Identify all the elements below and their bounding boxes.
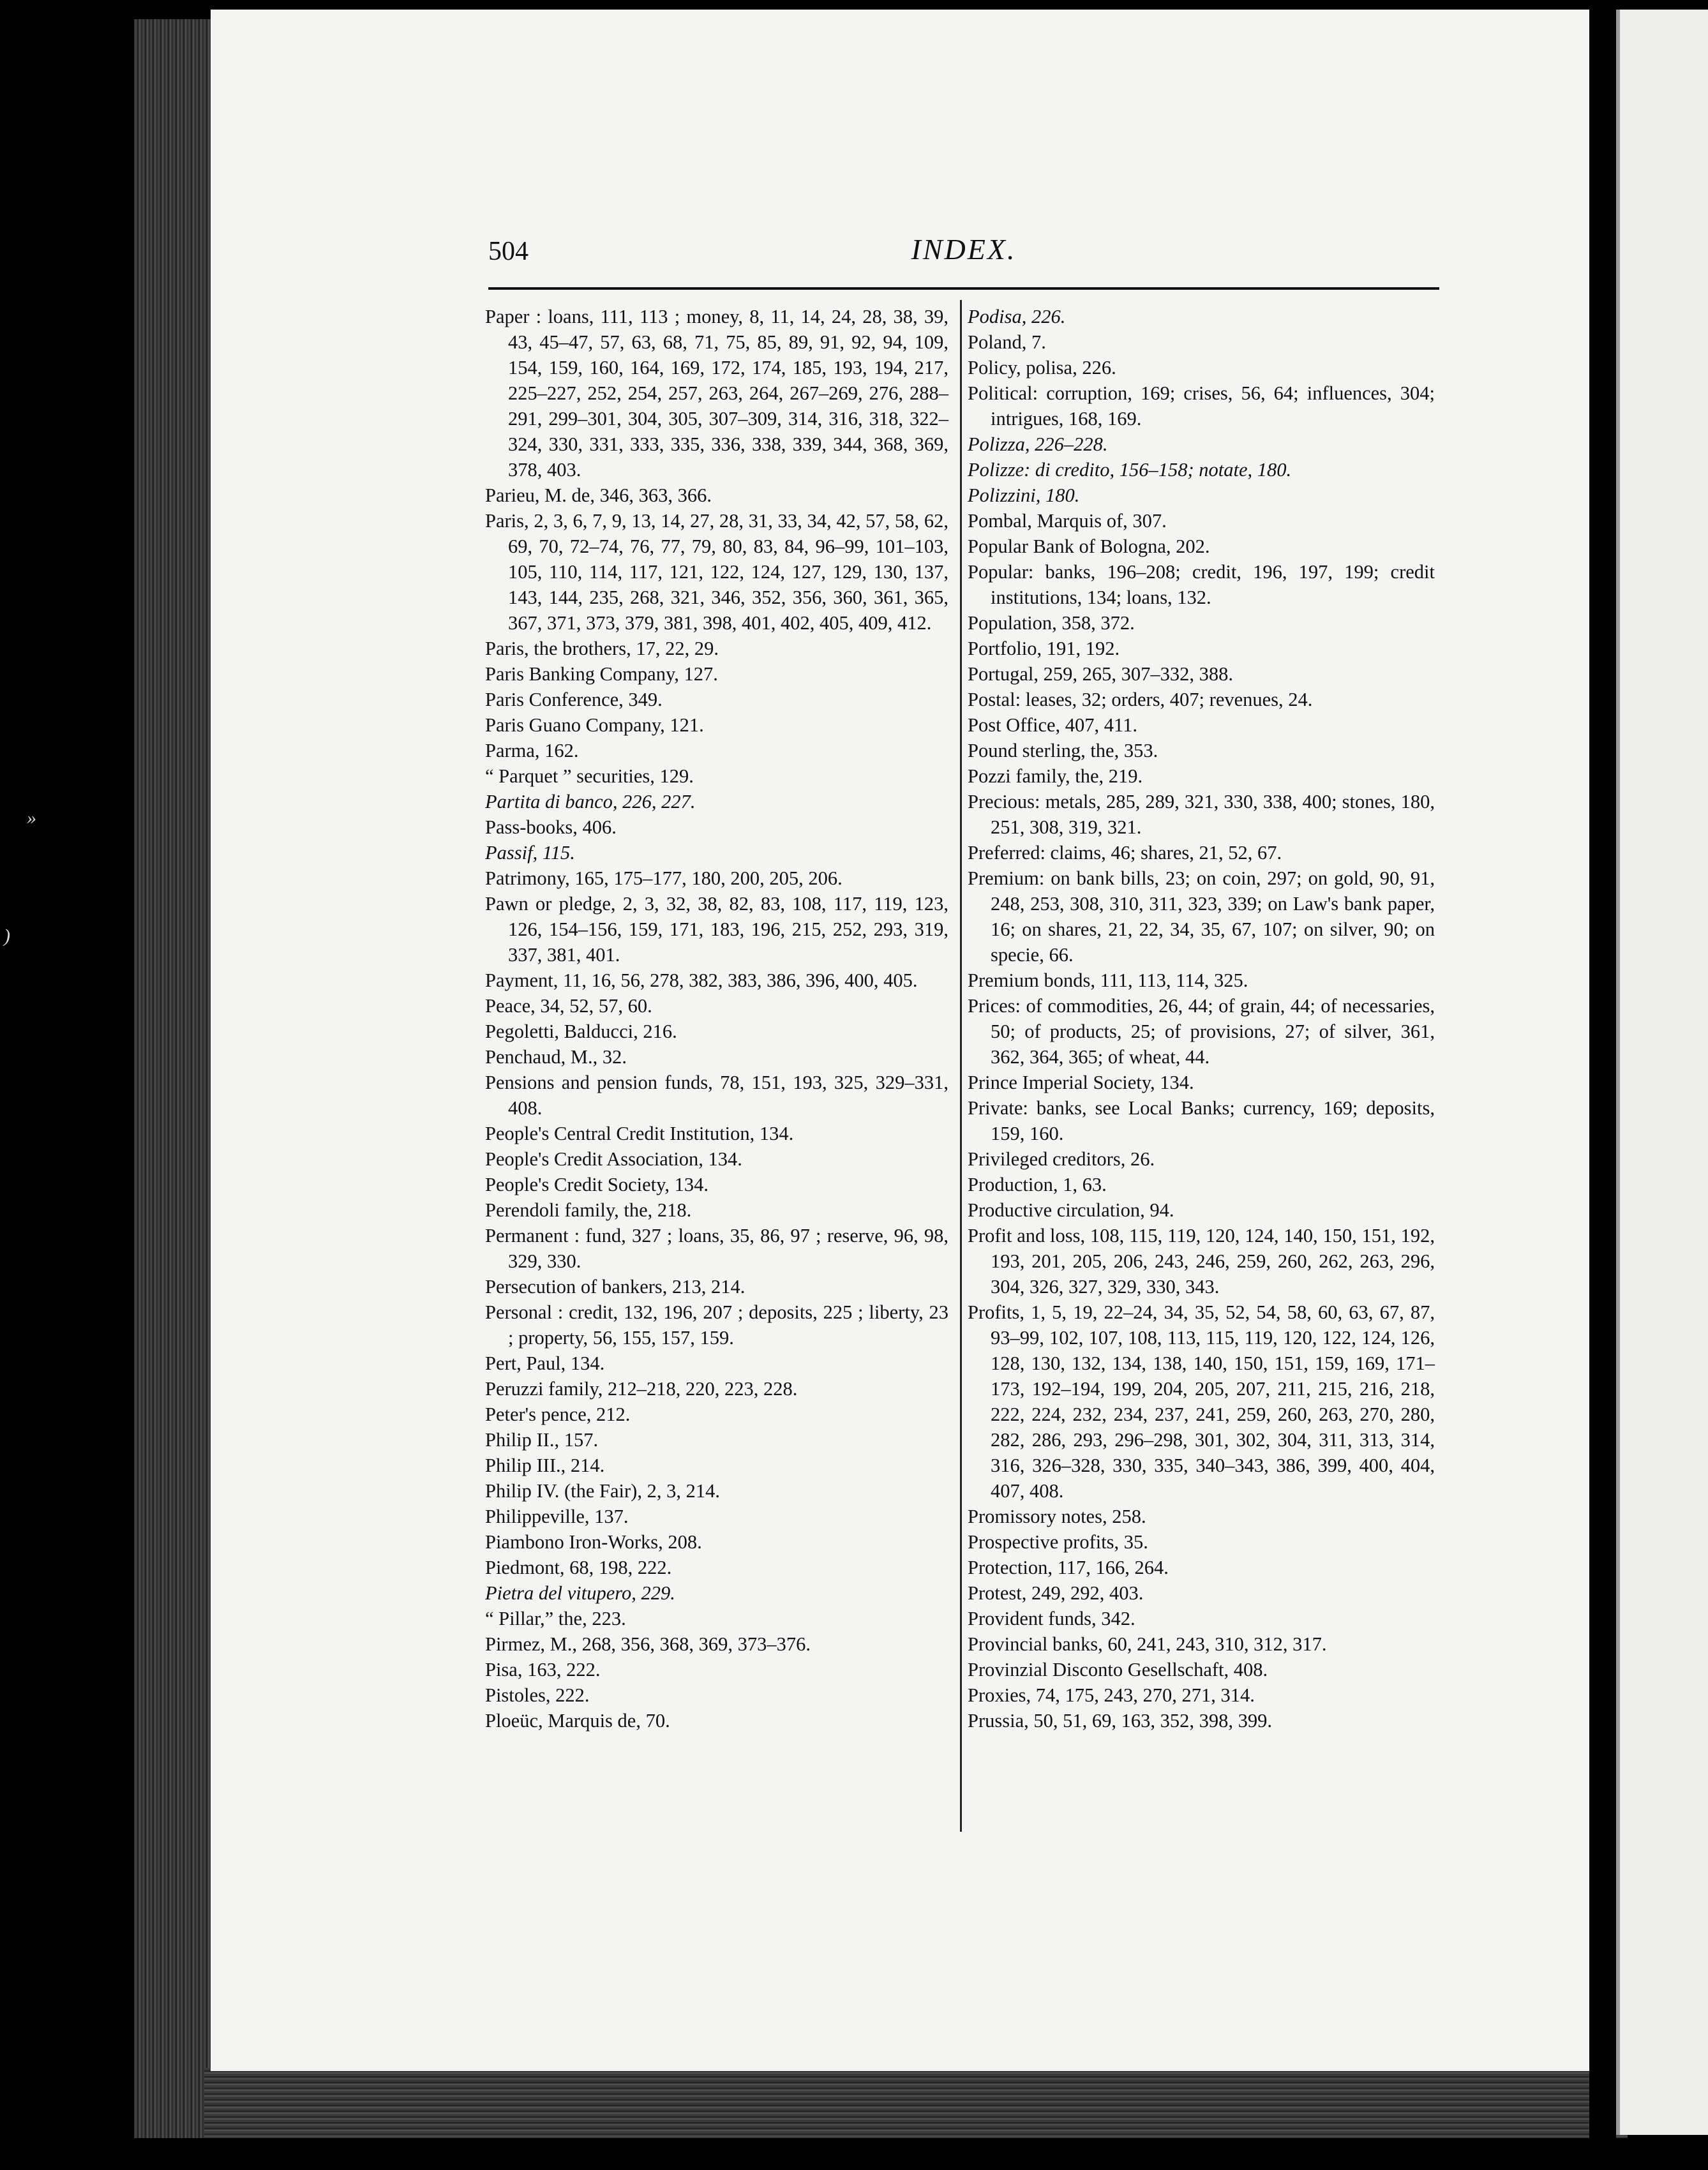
index-entry: People's Credit Association, 134. [485,1148,742,1170]
index-entry: Portugal, 259, 265, 307–332, 388. [968,663,1233,685]
index-entry: Piambono Iron-Works, 208. [485,1531,702,1553]
index-entry: Provident funds, 342. [968,1608,1135,1629]
index-entry: People's Credit Society, 134. [485,1174,708,1195]
index-entry: Paris Conference, 349. [485,689,663,710]
index-entry: “ Pillar,” the, 223. [485,1608,626,1629]
index-entry: Pert, Paul, 134. [485,1352,605,1374]
index-column-right [968,304,1435,1733]
index-entry: Persecution of bankers, 213, 214. [485,1276,745,1298]
index-entry: Pistoles, 222. [485,1684,590,1706]
index-entry: Pensions and pension funds, 78, 151, 193, 325, 329–331, 408. [485,1072,948,1119]
index-entry: Popular: banks, 196–208; credit, 196, 197, 199; credit institutions, 134; loans, 132. [968,561,1435,608]
index-entry: Preferred: claims, 46; shares, 21, 52, 67. [968,842,1282,864]
index-entry: Productive circulation, 94. [968,1199,1174,1221]
index-entry: Polizzini, 180. [968,484,1080,506]
index-entry: Precious: metals, 285, 289, 321, 330, 338, 400; stones, 180, 251, 308, 319, 321. [968,791,1435,838]
page-number: 504 [488,237,528,266]
index-entry: Population, 358, 372. [968,612,1135,634]
margin-mark: ) [4,925,10,947]
index-entry: Paris, 2, 3, 6, 7, 9, 13, 14, 27, 28, 31, 33, 34, 42, 57, 58, 62, 69, 70, 72–74, 76, 77, 79, 80, 83, 84, 96–99, 101–103, 105, 110, 114, 117, 121, 122, 124, 127, 129, 130, 137, 143, 144, 235, 268, 321, 346, 352, 356, 360, 361, 365, 367, 371, 373, 379, 381, 398, 401, 402, 405, 409, 412. [485,510,948,634]
margin-mark: » [27,807,36,828]
index-entry: Pegoletti, Balducci, 216. [485,1021,677,1042]
index-entry: Payment, 11, 16, 56, 278, 382, 383, 386, 396, 400, 405. [485,969,918,991]
index-entry: Private: banks, see Local Banks; currency, 169; deposits, 159, 160. [968,1097,1435,1144]
index-entry: Pawn or pledge, 2, 3, 32, 38, 82, 83, 108, 117, 119, 123, 126, 154–156, 159, 171, 183, 196, 215, 252, 293, 319, 337, 381, 401. [485,893,948,966]
index-entry: Peace, 34, 52, 57, 60. [485,995,652,1017]
index-entry: Podisa, 226. [968,306,1066,327]
index-entry: Peter's pence, 212. [485,1403,631,1425]
index-entry: Privileged creditors, 26. [968,1148,1155,1170]
index-entry: Piedmont, 68, 198, 222. [485,1557,672,1578]
index-entry: “ Parquet ” securities, 129. [485,765,694,787]
index-entry: Prince Imperial Society, 134. [968,1072,1194,1093]
index-entry: Paris, the brothers, 17, 22, 29. [485,638,719,659]
index-entry: Pirmez, M., 268, 356, 368, 369, 373–376. [485,1633,811,1655]
index-entry: Parma, 162. [485,740,579,761]
page-title: INDEX. [911,233,1017,266]
index-entry: Penchaud, M., 32. [485,1046,627,1068]
index-entry: Protest, 249, 292, 403. [968,1582,1144,1604]
index-entry: Pozzi family, the, 219. [968,765,1143,787]
index-entry: Prices: of commodities, 26, 44; of grain, 44; of necessaries, 50; of products, 25; of provisions, 27; of silver, 361, 362, 364, 365; of wheat, 44. [968,995,1435,1068]
index-entry: Paris Guano Company, 121. [485,714,704,736]
index-entry: Postal: leases, 32; orders, 407; revenues, 24. [968,689,1313,710]
index-entry: Philip IV. (the Fair), 2, 3, 214. [485,1480,720,1502]
index-entry: Prospective profits, 35. [968,1531,1148,1553]
index-entry: Production, 1, 63. [968,1174,1107,1195]
book-gutter [1589,0,1616,2170]
index-entry: Proxies, 74, 175, 243, 270, 271, 314. [968,1684,1255,1706]
page-header [488,233,1439,287]
column-divider [960,300,962,1832]
index-entry: Paris Banking Company, 127. [485,663,718,685]
index-column-left [485,304,948,1733]
index-entry: Premium: on bank bills, 23; on coin, 297; on gold, 90, 91, 248, 253, 308, 310, 311, 323, 339; on Law's bank paper, 16; on shares, 21, 22, 34, 35, 67, 107; on silver, 90; on specie, 66. [968,867,1435,966]
index-entry: Pisa, 163, 222. [485,1659,601,1680]
index-entry: Polizza, 226–228. [968,433,1108,455]
index-entry: Profit and loss, 108, 115, 119, 120, 124, 140, 150, 151, 192, 193, 201, 205, 206, 243, 246, 259, 260, 262, 263, 296, 304, 326, 327, 329, 330, 343. [968,1225,1435,1298]
index-entry: Premium bonds, 111, 113, 114, 325. [968,969,1248,991]
index-entry: Promissory notes, 258. [968,1506,1146,1527]
index-entry: Perendoli family, the, 218. [485,1199,692,1221]
index-entry: Pietra del vitupero, 229. [485,1582,675,1604]
index-entry: Parieu, M. de, 346, 363, 366. [485,484,712,506]
index-entry: Philip III., 214. [485,1455,605,1476]
book-page-edge [134,19,211,2138]
index-entry: Partita di banco, 226, 227. [485,791,696,812]
header-rule [488,287,1439,290]
index-entry: Provincial banks, 60, 241, 243, 310, 312, 317. [968,1633,1327,1655]
index-entry: People's Central Credit Institution, 134. [485,1123,794,1144]
index-entry: Pound sterling, the, 353. [968,740,1158,761]
index-entry: Patrimony, 165, 175–177, 180, 200, 205, 206. [485,867,843,889]
index-entry: Protection, 117, 166, 264. [968,1557,1169,1578]
index-entry: Pass-books, 406. [485,816,617,838]
index-entry: Policy, polisa, 226. [968,357,1116,378]
index-entry: Paper : loans, 111, 113 ; money, 8, 11, 14, 24, 28, 38, 39, 43, 45–47, 57, 63, 68, 71, 75, 85, 89, 91, 92, 94, 109, 154, 159, 160, 164, 169, 172, 174, 185, 193, 194, 217, 225–227, 252, 254, 257, 263, 264, 267–269, 276, 288–291, 299–301, 304, 305, 307–309, 314, 316, 318, 322–324, 330, 331, 333, 335, 336, 338, 339, 344, 368, 369, 378, 403. [485,306,948,481]
index-entry: Passif, 115. [485,842,575,864]
index-entry: Polizze: di credito, 156–158; notate, 180. [968,459,1292,481]
index-entry: Personal : credit, 132, 196, 207 ; deposits, 225 ; liberty, 23 ; property, 56, 155, 157, 159. [485,1301,948,1349]
index-entry: Peruzzi family, 212–218, 220, 223, 228. [485,1378,798,1400]
index-entry: Pombal, Marquis of, 307. [968,510,1167,532]
book-bottom-edge [204,2068,1628,2138]
index-entry: Popular Bank of Bologna, 202. [968,535,1210,557]
index-entry: Philippeville, 137. [485,1506,629,1527]
index-entry: Political: corruption, 169; crises, 56, 64; influences, 304; intrigues, 168, 169. [968,382,1435,430]
index-entry: Portfolio, 191, 192. [968,638,1120,659]
index-entry: Post Office, 407, 411. [968,714,1138,736]
index-entry: Philip II., 157. [485,1429,599,1451]
index-entry: Provinzial Disconto Gesellschaft, 408. [968,1659,1268,1680]
index-entry: Ploeüc, Marquis de, 70. [485,1710,670,1732]
index-entry: Poland, 7. [968,331,1046,353]
index-entry: Prussia, 50, 51, 69, 163, 352, 398, 399. [968,1710,1272,1732]
index-entry: Profits, 1, 5, 19, 22–24, 34, 35, 52, 54, 58, 60, 63, 67, 87, 93–99, 102, 107, 108, 113, 115, 119, 120, 122, 124, 126, 128, 130, 132, 134, 138, 140, 150, 151, 159, 169, 171–173, 192–194, 199, 204, 205, 207, 211, 215, 216, 218, 222, 224, 232, 234, 237, 241, 259, 260, 263, 270, 280, 282, 286, 293, 296–298, 301, 302, 304, 311, 313, 314, 316, 326–328, 330, 335, 340–343, 386, 399, 400, 404, 407, 408. [968,1301,1435,1502]
adjacent-page [1616,10,1708,2135]
index-entry: Permanent : fund, 327 ; loans, 35, 86, 97 ; reserve, 96, 98, 329, 330. [485,1225,948,1272]
